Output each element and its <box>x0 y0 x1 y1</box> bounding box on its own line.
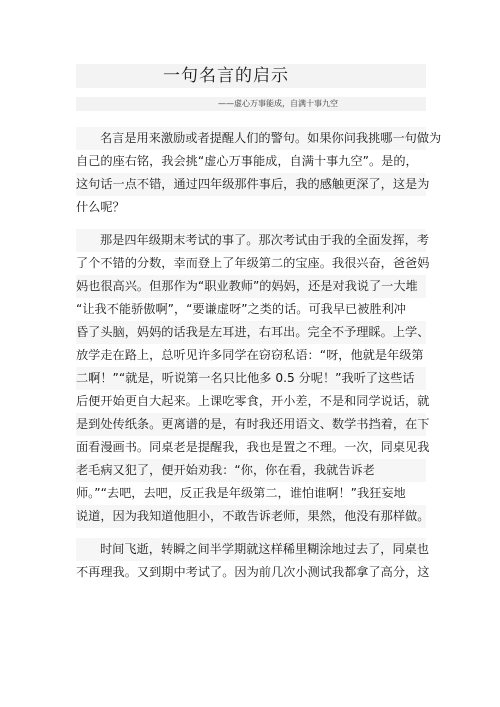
text-line: 不再理我。又到期中考试了。因为前几次小测试我都拿了高分，这 <box>76 565 430 579</box>
paragraph <box>76 538 430 584</box>
text-line: 自己的座右铭，我会挑“虚心万事能成，自满十事九空”。是的， <box>76 154 418 168</box>
text-line: 放学走在路上，总听见许多同学在窃窃私语：“呀，他就是年级第 <box>76 348 424 362</box>
text-line: 这句话一点不错，通过四年级那件事后，我的感触更深了，这是为 <box>76 173 426 196</box>
text-line: 说道，因为我知道他胆小，不敢告诉老师，果然，他没有那样做。 <box>76 505 426 528</box>
text-line: 那是四年级期末考试的事了。那次考试由于我的全面发挥，考 <box>76 229 426 252</box>
text-line: 老毛病又犯了，便开始劝我：“你，你在看，我就告诉老 <box>76 459 426 482</box>
text-line: 了个不错的分数，幸而登上了年级第二的宝座。我很兴奋，爸爸妈 <box>76 256 430 270</box>
page-title: 一句名言的启示 <box>163 66 289 86</box>
text-line: 师。”“去吧，去吧，反正我是年级第二，谁怕谁啊！”我狂妄地 <box>76 486 406 500</box>
page-subtitle: ——虚心万事能成，自满十事九空 <box>218 99 338 108</box>
text-line: 二啊！”“就是，听说第一名只比他多 0.5 分呢！”我听了这些话 <box>76 367 426 390</box>
text-line: 妈也很高兴。但那作为“职业教师”的妈妈，还是对我说了一大堆 <box>76 275 426 298</box>
text-line: 后便开始更自大起来。上课吃零食，开小差，不是和同学说话，就 <box>76 394 430 408</box>
paragraph <box>76 229 430 528</box>
paragraph <box>76 127 442 219</box>
article-body <box>76 127 442 594</box>
text-line: 什么呢？ <box>76 200 125 214</box>
text-line: 昏了头脑，妈妈的话我是左耳进，右耳出。完全不予理睬。上学、 <box>76 321 426 344</box>
text-line: 时间飞逝，转瞬之间半学期就这样稀里糊涂地过去了，同桌也 <box>76 538 426 561</box>
text-line: 是到处传纸条。更离谱的是，有时我还用语文、数学书挡着，在下 <box>76 413 426 436</box>
text-line: “让我不能骄傲啊”，“要谦虚呀”之类的话。可我早已被胜利冲 <box>76 302 406 316</box>
text-line: 名言是用来激励或者提醒人们的警句。如果你问我挑哪一句做为 <box>76 127 426 150</box>
text-line: 面看漫画书。同桌老是提醒我，我也是置之不理。一次，同桌见我 <box>76 440 430 454</box>
